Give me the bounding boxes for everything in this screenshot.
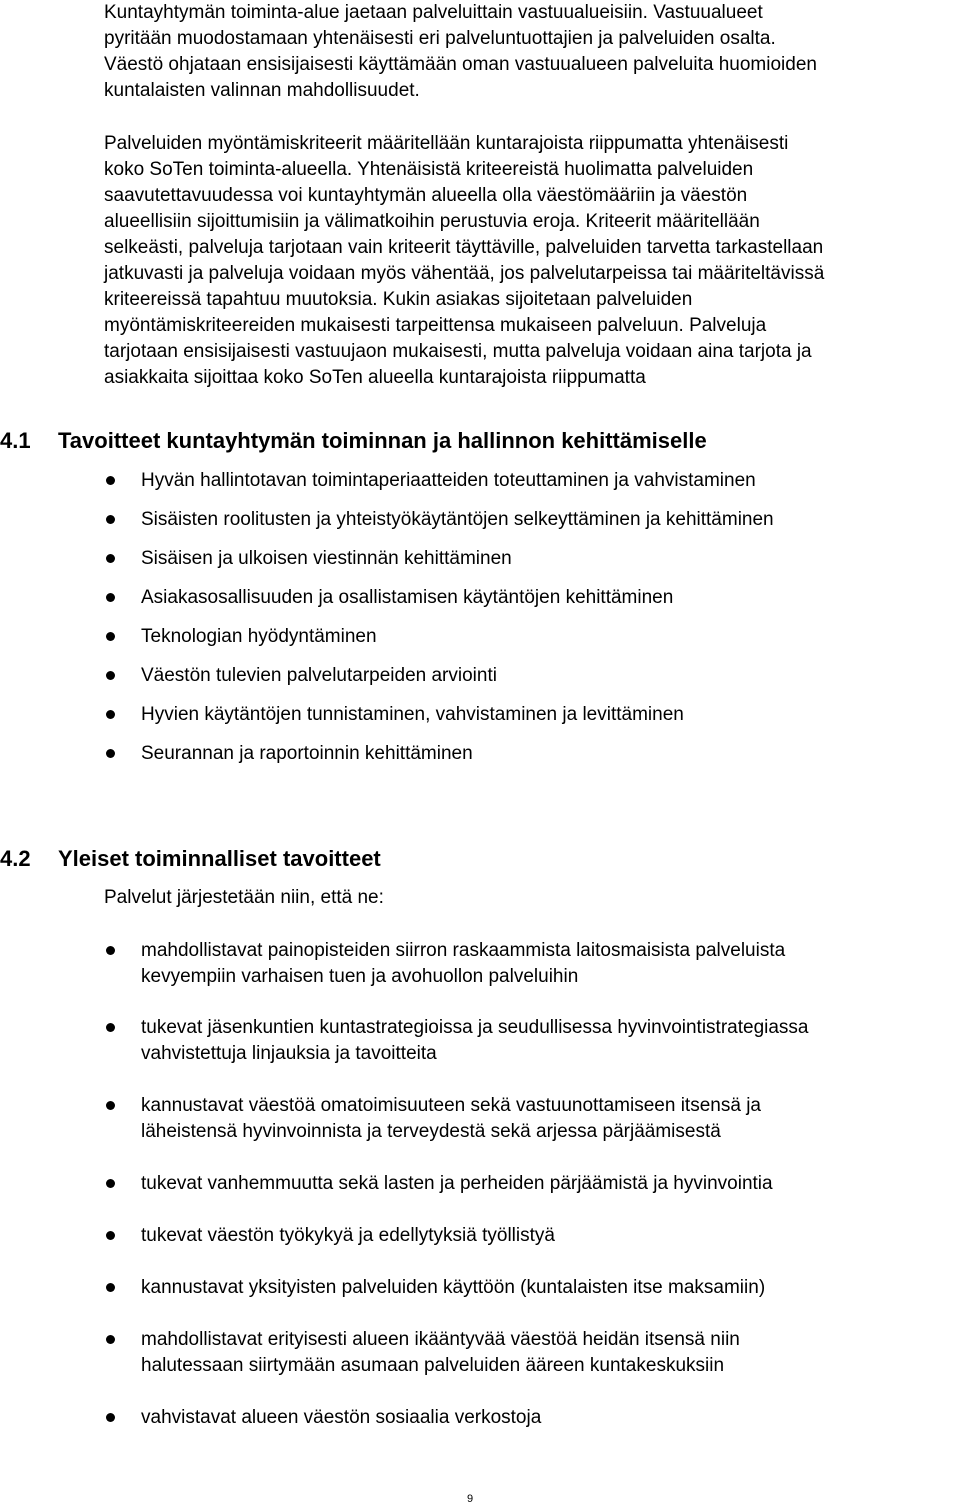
bullet-icon [106,1413,115,1422]
list-item-text: halutessaan siirtymään asumaan palveluiden ääreen kuntakeskuksiin [141,1355,725,1376]
list-item-text: mahdollistavat erityisesti alueen ikääntyvää väestöä heidän itsensä niin [141,1329,740,1350]
text-line: alueellisiin sijoittumisiin ja välimatkoihin perustuvia eroja. Kriteerit määritellään [104,211,760,232]
intro-paragraph-2 [104,131,960,391]
text-line: kriteereissä tapahtuu muutoksia. Kukin asiakas sijoitetaan palveluiden [104,289,693,310]
text-line: Kuntayhtymän toiminta-alue jaetaan palveluittain vastuualueisiin. Vastuualueet [104,2,763,23]
text-line: tarjotaan ensisijaisesti vastuujaon mukaisesti, mutta palveluja voidaan aina tarjota ja [104,341,812,362]
list-item-text: mahdollistavat painopisteiden siirron raskaammista laitosmaisista palveluista [141,940,786,961]
text-line: Väestö ohjataan ensisijaisesti käyttämään oman vastuualueen palveluita huomioiden [104,54,817,75]
bullet-icon [106,1101,115,1110]
section-4-2-lead [104,885,960,911]
list-item-text: Hyvien käytäntöjen tunnistaminen, vahvistaminen ja levittäminen [141,704,684,725]
bullet-icon [106,671,115,680]
list-item-text: Seurannan ja raportoinnin kehittäminen [141,743,473,764]
text-line: myöntämiskriteereiden mukaisesti tarpeittensa mukaiseen palveluun. Palveluja [104,315,767,336]
list-item-text: Väestön tulevien palvelutarpeiden arviointi [141,665,497,686]
bullet-icon [106,1335,115,1344]
bullet-icon [106,710,115,719]
list-item-text: Teknologian hyödyntäminen [141,626,377,647]
list-item-text: Asiakasosallisuuden ja osallistamisen käytäntöjen kehittäminen [141,587,674,608]
section-title: Tavoitteet kuntayhtymän toiminnan ja hallinnon kehittämiselle [58,428,707,453]
list-item-text: Sisäisten roolitusten ja yhteistyökäytäntöjen selkeyttäminen ja kehittäminen [141,509,774,530]
bullet-icon [106,515,115,524]
list-item-text: vahvistettuja linjauksia ja tavoitteita [141,1043,437,1064]
bullet-icon [106,1179,115,1188]
text-line: Palveluiden myöntämiskriteerit määritellään kuntarajoista riippumatta yhtenäisesti [104,133,789,154]
page-number: 9 [466,1493,474,1505]
bullet-icon [106,476,115,485]
text-line: koko SoTen toiminta-alueella. Yhtenäisistä kriteereistä huolimatta palveluiden [104,159,754,180]
text-line: asiakkaita sijoittaa koko SoTen alueella kuntarajoista riippumatta [104,367,646,388]
section-number: 4.2 [0,846,31,871]
list-item-text: vahvistavat alueen väestön sosiaalia verkostoja [141,1407,542,1428]
bullet-icon [106,1231,115,1240]
text-line: selkeästi, palveluja tarjotaan vain kriteerit täyttäville, palveluiden tarvetta tarkastellaan [104,237,824,258]
list-item-text: tukevat vanhemmuutta sekä lasten ja perheiden pärjäämistä ja hyvinvointia [141,1173,773,1194]
list-item-text: Sisäisen ja ulkoisen viestinnän kehittäminen [141,548,512,569]
text-line: jatkuvasti ja palveluja voidaan myös vähentää, jos palvelutarpeissa tai määriteltävissä [104,263,825,284]
bullet-icon [106,1283,115,1292]
list-item-text: tukevat jäsenkuntien kuntastrategioissa ja seudullisessa hyvinvointistrategiassa [141,1017,809,1038]
bullet-icon [106,946,115,955]
bullet-icon [106,554,115,563]
section-4-1-heading [0,427,707,455]
section-title: Yleiset toiminnalliset tavoitteet [58,846,381,871]
text-line: saavutettavuudessa voi kuntayhtymän alueella olla väestömääriin ja väestön [104,185,748,206]
section-number: 4.1 [0,428,31,453]
intro-paragraph-1 [104,0,960,104]
list-item-text: tukevat väestön työkykyä ja edellytyksiä työllistyä [141,1225,555,1246]
list-item-text: Hyvän hallintotavan toimintaperiaatteiden toteuttaminen ja vahvistaminen [141,470,756,491]
list-item-text: kannustavat väestöä omatoimisuuteen sekä vastuunottamiseen itsensä ja [141,1095,761,1116]
list-item-text: läheistensä hyvinvoinnista ja terveydestä sekä arjessa pärjäämisestä [141,1121,721,1142]
list-item-text: kannustavat yksityisten palveluiden käyttöön (kuntalaisten itse maksamiin) [141,1277,766,1298]
section-4-2-heading [0,845,381,873]
text-line: Palvelut järjestetään niin, että ne: [104,887,384,908]
bullet-icon [106,632,115,641]
list-item-text: kevyempiin varhaisen tuen ja avohuollon palveluihin [141,966,579,987]
bullet-icon [106,749,115,758]
bullet-icon [106,1023,115,1032]
bullet-icon [106,593,115,602]
text-line: kuntalaisten valinnan mahdollisuudet. [104,80,420,101]
text-line: pyritään muodostamaan yhtenäisesti eri palveluntuottajien ja palveluiden osalta. [104,28,776,49]
